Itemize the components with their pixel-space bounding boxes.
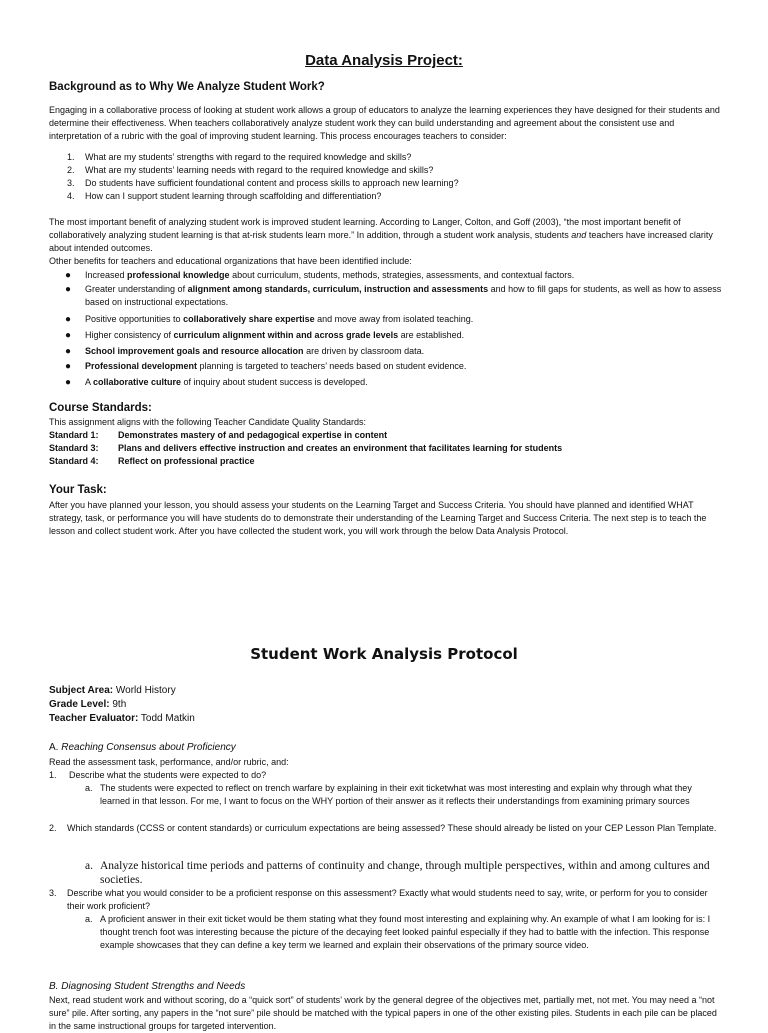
your-task-text: After you have planned your lesson, you should assess your students on the Learning Target and Success Criteria. You should have planned and identified WHAT strategy, task, or performance you will have students do to demonstrate their understanding of the Learning Target and Success Criteria. The next step is to teach the lesson and collect student work. After you have collected the student work, you will work through the below Data Analysis Protocol. bbox=[49, 500, 707, 536]
course-standards-intro: This assignment aligns with the following Teacher Candidate Quality Standards: bbox=[49, 417, 367, 427]
list-item: ● Professional development planning is targeted to teachers’ needs based on student evidence. bbox=[65, 361, 467, 372]
standard-row: Standard 3: Plans and delivers effective instruction and creates an environment that facilitates learning for students bbox=[49, 443, 563, 453]
list-item: 4. How can I support student learning through scaffolding and differentiation? bbox=[67, 191, 382, 201]
standards-list bbox=[49, 429, 724, 468]
benefit-text-b: teachers have increased clarity about intended outcomes. bbox=[49, 230, 713, 253]
bullet-icon: ● bbox=[65, 361, 72, 372]
background-heading: Background as to Why We Analyze Student Work? bbox=[49, 81, 325, 93]
section-b-text: Next, read student work and without scoring, do a “quick sort” of students’ work by the general degree of the objectives met, partially met, not met. You may need a “not sure” pile. After sorting, any papers in the “not sure” pile should be matched with the typical papers in one of the other existing piles. Students in each pile can be placed in the same instructional groups for targeted intervention. bbox=[49, 995, 717, 1031]
question-3: 3. Describe what you would consider to be a proficient response on this assessment? Exactly what would students need to say, write, or perform for you to consider their work proficient? bbox=[49, 888, 708, 911]
list-item: ● A collaborative culture of inquiry about student success is developed. bbox=[65, 377, 368, 388]
bullet-icon: ● bbox=[65, 346, 72, 357]
list-item: 3. Do students have sufficient foundational content and process skills to approach new learning? bbox=[67, 178, 459, 188]
section-b-heading: B. Diagnosing Student Strengths and Needs bbox=[49, 981, 246, 992]
question-text: What are my students’ learning needs with regard to the required knowledge and skills? bbox=[85, 165, 434, 175]
list-item: ● School improvement goals and resource allocation are driven by classroom data. bbox=[65, 346, 425, 357]
question-1: 1. Describe what the students were expected to do? bbox=[49, 770, 267, 780]
question-text: How can I support student learning through scaffolding and differentiation? bbox=[85, 191, 382, 201]
question-text: What are my students’ strengths with regard to the required knowledge and skills? bbox=[85, 152, 412, 162]
list-item: ● Higher consistency of curriculum alignment within and across grade levels are established. bbox=[65, 330, 465, 341]
answer-3a: a. A proficient answer in their exit ticket would be them stating what they found most interesting and explaining why. An example of what I am looking for is: I thought trench foot was interesting because the picture of the decaying feet looked painful especially if they had to battle with the infection. This response example showcases that they can define a key term we learned and explain their observations of the primary source video. bbox=[85, 914, 711, 950]
section-a-heading: A. Reaching Consensus about Proficiency bbox=[49, 742, 236, 753]
list-item: 1. What are my students’ strengths with regard to the required knowledge and skills? bbox=[67, 152, 412, 162]
bullet-icon: ● bbox=[65, 377, 72, 388]
section-a-intro: Read the assessment task, performance, and/or rubric, and: bbox=[49, 757, 289, 767]
list-item: ● Greater understanding of alignment among standards, curriculum, instruction and assessments and how to fill gaps for students, as well as how to assess based on instructional expectations. bbox=[65, 284, 722, 307]
protocol-title: Student Work Analysis Protocol bbox=[250, 645, 518, 663]
grade-level: Grade Level: 9th bbox=[49, 699, 127, 710]
consider-questions-list bbox=[49, 151, 724, 203]
benefit-text-a: The most important benefit of analyzing student work is improved student learning. According to Langer, Colton, and Goff (2003), “the most important benefit of collaboratively analyzing student learning is that at-risk students learn more.” In addition, through a student work analysis, students bbox=[49, 217, 681, 240]
list-item: ● Increased professional knowledge about curriculum, students, methods, strategies, assessments, and contextual factors. bbox=[65, 270, 575, 281]
course-standards-heading: Course Standards: bbox=[49, 402, 152, 414]
page-title: Data Analysis Project: bbox=[305, 52, 463, 69]
bullet-icon: ● bbox=[65, 284, 72, 295]
list-item: ● Positive opportunities to collaboratively share expertise and move away from isolated teaching. bbox=[65, 314, 474, 325]
your-task-heading: Your Task: bbox=[49, 484, 107, 496]
question-text: Do students have sufficient foundational content and process skills to approach new learning? bbox=[85, 178, 459, 188]
background-intro: Engaging in a collaborative process of looking at student work allows a group of educators to analyze the learning experiences they have designed for their students and determine their effectiveness. When teachers collaboratively analyze student work they can build understanding and agreement about the consistent use and interpretation of a rubric with the goal of improving student learning. This process encourages teachers to consider: bbox=[49, 105, 720, 141]
subject-area: Subject Area: World History bbox=[49, 685, 176, 696]
standard-row: Standard 1: Demonstrates mastery of and pedagogical expertise in content bbox=[49, 430, 388, 440]
list-item: 2. What are my students’ learning needs with regard to the required knowledge and skills? bbox=[67, 165, 434, 175]
benefit-paragraph bbox=[49, 216, 724, 255]
teacher-evaluator: Teacher Evaluator: Todd Matkin bbox=[49, 713, 195, 724]
benefit-text-and: and bbox=[571, 230, 587, 240]
standard-row: Standard 4: Reflect on professional practice bbox=[49, 456, 255, 466]
other-benefits-intro: Other benefits for teachers and educational organizations that have been identified include: bbox=[49, 256, 412, 266]
bullet-icon: ● bbox=[65, 330, 72, 341]
bullet-icon: ● bbox=[65, 270, 72, 281]
benefits-list bbox=[49, 269, 724, 389]
answer-1a: a. The students were expected to reflect on trench warfare by explaining in their exit ticketwhat was most interesting and explain why through what they learned in that lesson. For me, I want to focus on the WHY portion of their answer as it reflects their understandings from examining primary sources bbox=[85, 783, 692, 806]
answer-2a: a. Analyze historical time periods and patterns of continuity and change, through multiple perspectives, within and among cultures and societies. bbox=[85, 860, 710, 886]
question-2: 2. Which standards (CCSS or content standards) or curriculum expectations are being assessed? These should already be listed on your CEP Lesson Plan Template. bbox=[49, 823, 717, 833]
bullet-icon: ● bbox=[65, 314, 72, 325]
